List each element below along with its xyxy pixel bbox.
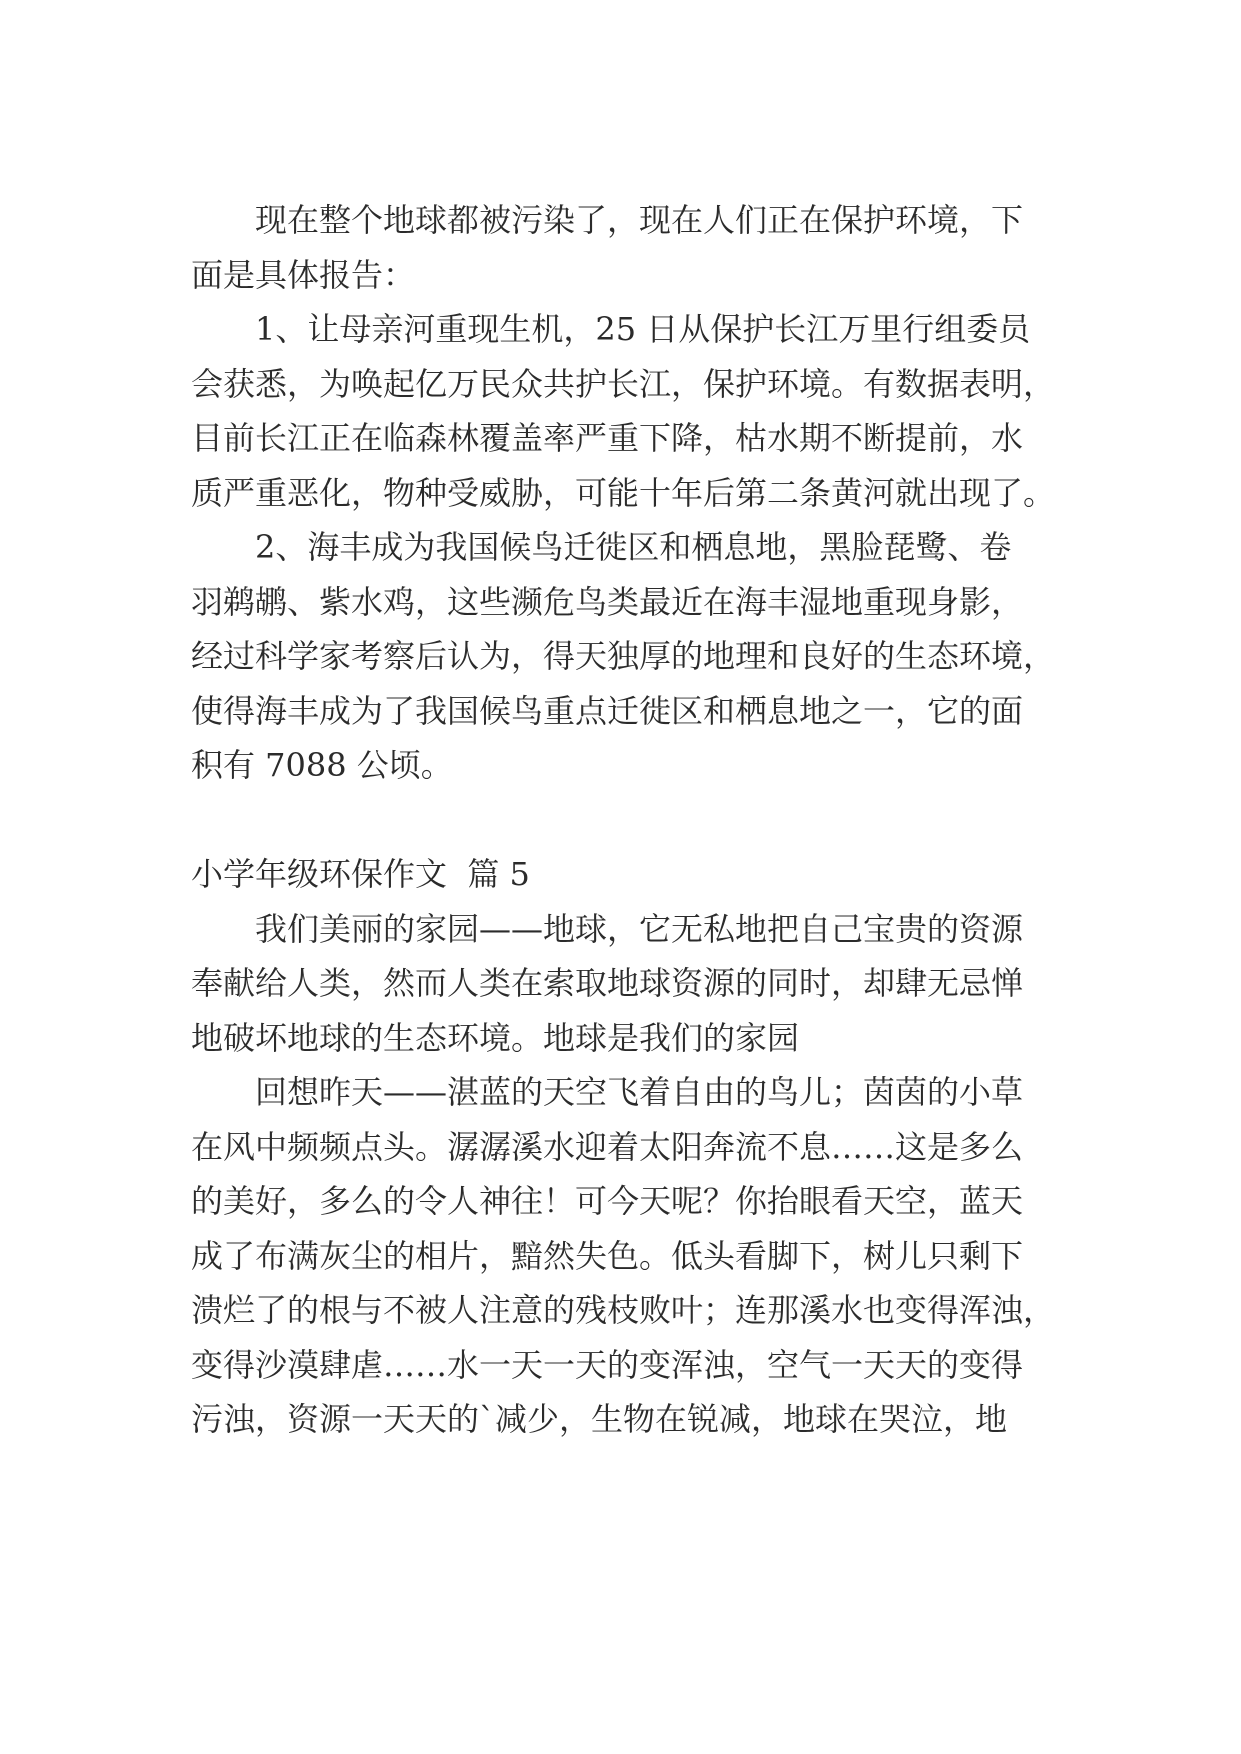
text-line: 在风中频频点头。潺潺溪水迎着太阳奔流不息……这是多么 [191, 1128, 1024, 1166]
text-line: 的美好，多么的令人神往！可今天呢？你抬眼看天空，蓝天 [191, 1182, 1024, 1220]
text-line: 溃烂了的根与不被人注意的残枝败叶；连那溪水也变得浑浊， [191, 1291, 1056, 1329]
text-line: 回想昨天——湛蓝的天空飞着自由的鸟儿；茵茵的小草 [191, 1073, 1024, 1111]
text-line: 会获悉，为唤起亿万民众共护长江，保护环境。有数据表明， [191, 365, 1056, 403]
text-line: 羽鹈鹕、紫水鸡，这些濒危鸟类最近在海丰湿地重现身影， [191, 583, 1024, 621]
text-line: 地破坏地球的生态环境。地球是我们的家园 [191, 1019, 800, 1057]
text-line: 质严重恶化，物种受威胁，可能十年后第二条黄河就出现了。 [191, 474, 1056, 512]
text-line: 1、让母亲河重现生机，25 日从保护长江万里行组委员 [191, 310, 1031, 348]
text-line: 经过科学家考察后认为，得天独厚的地理和良好的生态环境， [191, 637, 1056, 675]
text-line: 现在整个地球都被污染了，现在人们正在保护环境，下 [191, 201, 1024, 239]
text-line: 我们美丽的家园——地球，它无私地把自己宝贵的资源 [191, 910, 1024, 948]
text-line: 积有 7088 公顷。 [191, 746, 453, 784]
text-line: 使得海丰成为了我国候鸟重点迁徙区和栖息地之一，它的面 [191, 692, 1024, 730]
text-line: 成了布满灰尘的相片，黯然失色。低头看脚下，树儿只剩下 [191, 1237, 1024, 1275]
text-line: 变得沙漠肆虐……水一天一天的变浑浊，空气一天天的变得 [191, 1346, 1024, 1384]
text-line: 奉献给人类，然而人类在索取地球资源的同时，却肆无忌惮 [191, 964, 1024, 1002]
text-line: 面是具体报告： [191, 256, 416, 294]
text-line: 2、海丰成为我国候鸟迁徙区和栖息地，黑脸琵鹭、卷 [191, 528, 1012, 566]
section-heading: 小学年级环保作文 篇 5 [191, 855, 530, 893]
text-line: 污浊，资源一天天的`减少，生物在锐减，地球在哭泣，地 [191, 1400, 1008, 1438]
text-line: 目前长江正在临森林覆盖率严重下降，枯水期不断提前，水 [191, 419, 1024, 457]
